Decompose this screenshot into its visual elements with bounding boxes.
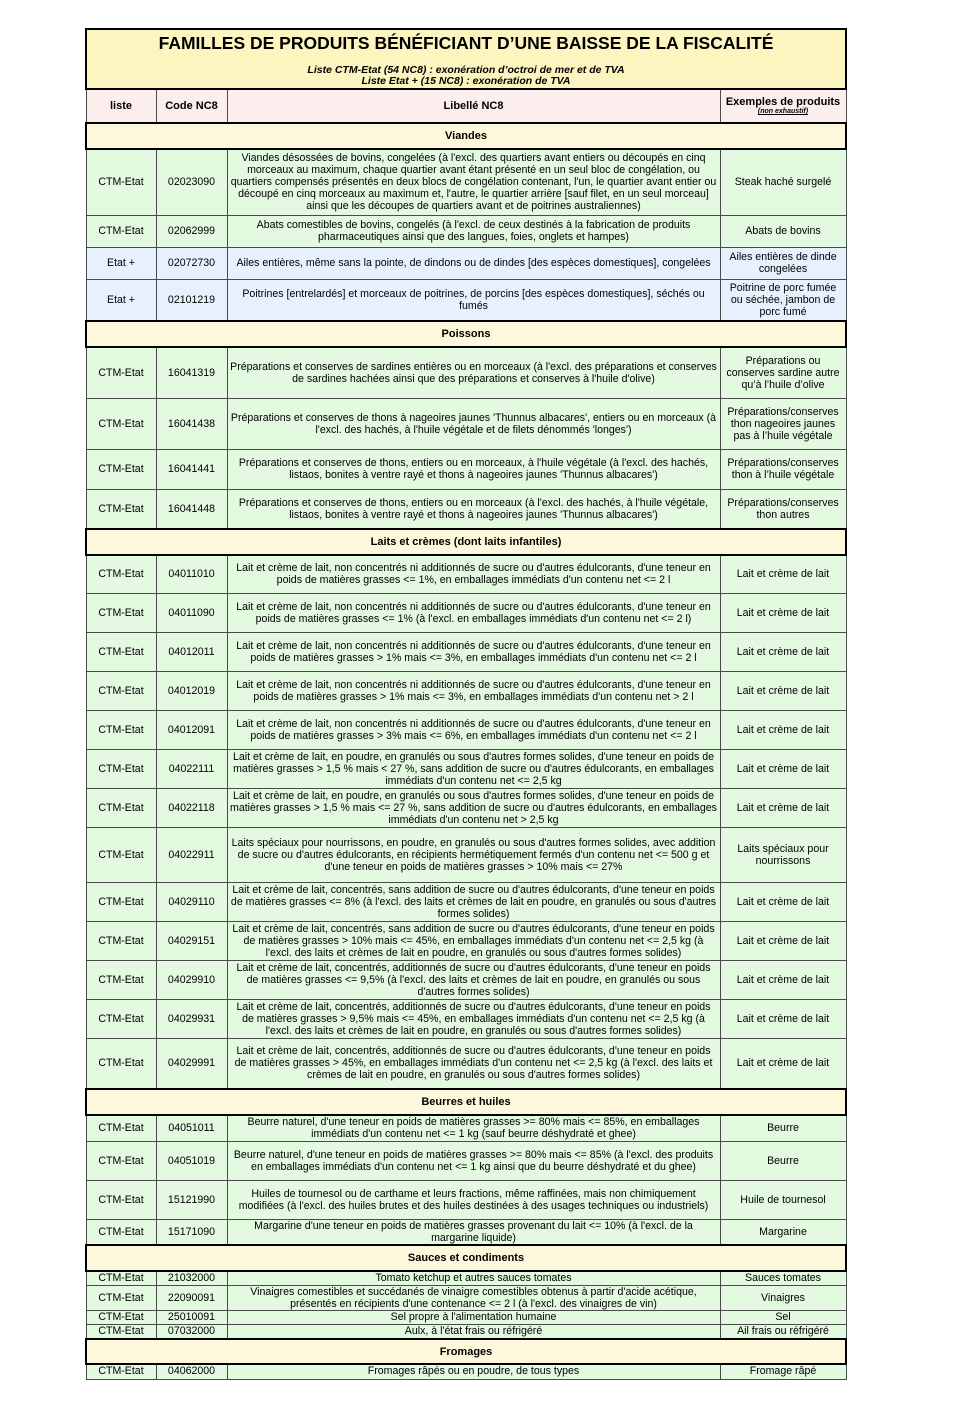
cell-code: 16041319 — [156, 347, 227, 398]
table-row — [86, 347, 846, 398]
cell-exemple: Lait et crème de lait — [720, 882, 846, 921]
header-exemples-label: Exemples de produits — [725, 96, 841, 108]
cell-libelle: Viandes désossées de bovins, congelées (à l'excl. des quartiers avant entiers ou découpés en cinq morceaux au maximum, chaque quartier avant étant présenté en un seul bloc de congélation, ou quartiers compensés présentés en deux blocs de congélation contenant, l'un, le quartier avant entier ou découpé en cinq morceaux au maximum et, l'autre, le quartier arrière [sauf filet, en un seul morceau] ainsi que les découpes de quartiers avant et de poitrines australiennes) — [227, 149, 720, 215]
cell-liste: CTM-Etat — [86, 921, 156, 960]
cell-libelle: Préparations et conserves de thons à nageoires jaunes 'Thunnus albacares', entiers ou en morceaux (à l'excl. des hachés, à l'huile végétale et de filets dénommés 'longes') — [227, 398, 720, 449]
product-table — [85, 28, 847, 1380]
cell-liste: CTM-Etat — [86, 710, 156, 749]
cell-exemple: Lait et crème de lait — [720, 555, 846, 593]
cell-exemple: Lait et crème de lait — [720, 1038, 846, 1089]
header-liste: liste — [86, 89, 156, 123]
table-row — [86, 999, 846, 1038]
cell-exemple: Lait et crème de lait — [720, 671, 846, 710]
table-row — [86, 960, 846, 999]
cell-exemple: Lait et crème de lait — [720, 788, 846, 827]
header-exemples-note: (non exhaustif) — [757, 108, 809, 115]
cell-libelle: Beurre naturel, d'une teneur en poids de matières grasses >= 80% mais <= 85%, en emballages immédiats d'un contenu net <= 1 kg (sauf beurre déshydraté et ghee) — [227, 1115, 720, 1141]
cell-code: 02072730 — [156, 247, 227, 279]
cell-liste: CTM-Etat — [86, 1285, 156, 1310]
cell-exemple: Margarine — [720, 1219, 846, 1245]
section-title: Fromages — [86, 1339, 846, 1364]
section-title: Poissons — [86, 321, 846, 347]
cell-exemple: Lait et crème de lait — [720, 999, 846, 1038]
cell-code: 04062000 — [156, 1364, 227, 1379]
cell-exemple: Préparations/conserves thon nageoires jaunes pas à l’huile végétale — [720, 398, 846, 449]
cell-libelle: Lait et crème de lait, concentrés, sans addition de sucre ou d'autres édulcorants, d'une teneur en poids de matières grasses > 10% mais <= 45%, en emballages immédiats d'un contenu net <= 2,5 kg (à l'excl. des laits et crèmes de lait en poudre, en granulés ou sous d'autres formes solides) — [227, 921, 720, 960]
cell-exemple: Lait et crème de lait — [720, 632, 846, 671]
cell-libelle: Lait et crème de lait, concentrés, additionnés de sucre ou d'autres édulcorants, d'une teneur en poids de matières grasses > 9,5% mais <= 45%, en emballages immédiats d'un contenu net <= 2,5 kg (à l'excl. des laits et crèmes de lait en poudre, en granulés ou sous d'autres formes solides) — [227, 999, 720, 1038]
table-row — [86, 489, 846, 529]
cell-liste: CTM-Etat — [86, 1141, 156, 1180]
cell-code: 02101219 — [156, 279, 227, 321]
cell-libelle: Tomato ketchup et autres sauces tomates — [227, 1271, 720, 1285]
cell-liste: CTM-Etat — [86, 215, 156, 247]
cell-code: 04022118 — [156, 788, 227, 827]
table-row — [86, 555, 846, 593]
table-row — [86, 215, 846, 247]
section-title: Beurres et huiles — [86, 1089, 846, 1115]
cell-libelle: Abats comestibles de bovins, congelés (à l'excl. de ceux destinés à la fabrication de produits pharmaceutiques ainsi que des langues, foies, onglets et hampes) — [227, 215, 720, 247]
cell-libelle: Préparations et conserves de thons, entiers ou en morceaux (à l'excl. des hachés, à l'huile végétale, listaos, bonites à ventre rayé et thons à nageoires jaunes 'Thunnus albacares') — [227, 489, 720, 529]
cell-liste: CTM-Etat — [86, 398, 156, 449]
cell-code: 04029931 — [156, 999, 227, 1038]
cell-code: 15121990 — [156, 1180, 227, 1219]
cell-liste: CTM-Etat — [86, 1180, 156, 1219]
cell-code: 04029151 — [156, 921, 227, 960]
cell-liste: CTM-Etat — [86, 882, 156, 921]
cell-liste: CTM-Etat — [86, 749, 156, 788]
section-title: Laits et crèmes (dont laits infantiles) — [86, 529, 846, 555]
table-row — [86, 149, 846, 215]
cell-liste: CTM-Etat — [86, 671, 156, 710]
section-row — [86, 123, 846, 149]
cell-libelle: Ailes entières, même sans la pointe, de dindons ou de dindes [des espèces domestiques], congelées — [227, 247, 720, 279]
cell-libelle: Lait et crème de lait, non concentrés ni additionnés de sucre ou d'autres édulcorants, d'une teneur en poids de matières grasses <= 1%, en emballages immédiats d'un contenu net <= 2 l — [227, 555, 720, 593]
table-row — [86, 1038, 846, 1089]
table-row — [86, 921, 846, 960]
cell-code: 04029991 — [156, 1038, 227, 1089]
table-row — [86, 1141, 846, 1180]
cell-exemple: Beurre — [720, 1141, 846, 1180]
cell-code: 04051011 — [156, 1115, 227, 1141]
cell-libelle: Lait et crème de lait, non concentrés ni additionnés de sucre ou d'autres édulcorants, d'une teneur en poids de matières grasses > 1% mais <= 3%, en emballages immédiats d'un contenu net > 2 l — [227, 671, 720, 710]
cell-libelle: Lait et crème de lait, en poudre, en granulés ou sous d'autres formes solides, d'une teneur en poids de matières grasses > 1,5 % mais <= 27 %, sans addition de sucre ou d'autres édulcorants, en emballages immédiats d'un contenu net > 2,5 kg — [227, 788, 720, 827]
table-row — [86, 749, 846, 788]
cell-code: 04011010 — [156, 555, 227, 593]
section-row — [86, 321, 846, 347]
cell-liste: CTM-Etat — [86, 489, 156, 529]
table-row — [86, 827, 846, 882]
cell-libelle: Sel propre à l'alimentation humaine — [227, 1310, 720, 1324]
cell-exemple: Lait et crème de lait — [720, 921, 846, 960]
cell-code: 04012091 — [156, 710, 227, 749]
cell-exemple: Vinaigres — [720, 1285, 846, 1310]
cell-exemple: Préparations ou conserves sardine autre qu’à l’huile d’olive — [720, 347, 846, 398]
cell-code: 04022911 — [156, 827, 227, 882]
section-row — [86, 529, 846, 555]
table-row — [86, 1285, 846, 1310]
cell-code: 04012019 — [156, 671, 227, 710]
cell-exemple: Beurre — [720, 1115, 846, 1141]
cell-code: 04022111 — [156, 749, 227, 788]
cell-exemple: Laits spéciaux pour nourrissons — [720, 827, 846, 882]
table-row — [86, 593, 846, 632]
cell-exemple: Lait et crème de lait — [720, 710, 846, 749]
cell-libelle: Aulx, à l'état frais ou réfrigéré — [227, 1324, 720, 1339]
cell-code: 15171090 — [156, 1219, 227, 1245]
table-row — [86, 671, 846, 710]
cell-libelle: Lait et crème de lait, concentrés, sans addition de sucre ou d'autres édulcorants, d'une teneur en poids de matières grasses <= 8% (à l'excl. des laits et crèmes de lait en poudre, en granulés ou sous d'autres formes solides) — [227, 882, 720, 921]
cell-code: 07032000 — [156, 1324, 227, 1339]
table-row — [86, 632, 846, 671]
cell-code: 16041438 — [156, 398, 227, 449]
cell-libelle: Préparations et conserves de sardines entières ou en morceaux (à l'excl. des préparations et conserves de sardines hachées ainsi que des préparations et conserves à l'huile d'olive) — [227, 347, 720, 398]
cell-liste: CTM-Etat — [86, 1038, 156, 1089]
document-sheet — [85, 28, 845, 1380]
table-row — [86, 1364, 846, 1379]
cell-liste: CTM-Etat — [86, 632, 156, 671]
cell-exemple: Sel — [720, 1310, 846, 1324]
cell-liste: CTM-Etat — [86, 149, 156, 215]
cell-liste: CTM-Etat — [86, 1310, 156, 1324]
table-row — [86, 1115, 846, 1141]
cell-exemple: Fromage râpé — [720, 1364, 846, 1379]
cell-libelle: Huiles de tournesol ou de carthame et leurs fractions, même raffinées, mais non chimiquement modifiées (à l'excl. des huiles brutes et des huiles destinées à des usages techniques ou industriels) — [227, 1180, 720, 1219]
cell-liste: CTM-Etat — [86, 347, 156, 398]
cell-liste: CTM-Etat — [86, 1364, 156, 1379]
cell-code: 16041441 — [156, 449, 227, 489]
cell-liste: CTM-Etat — [86, 555, 156, 593]
title-block — [86, 29, 846, 89]
cell-exemple: Ail frais ou réfrigéré — [720, 1324, 846, 1339]
cell-exemple: Huile de tournesol — [720, 1180, 846, 1219]
table-row — [86, 398, 846, 449]
cell-liste: CTM-Etat — [86, 827, 156, 882]
cell-liste: CTM-Etat — [86, 1115, 156, 1141]
subtitle-etat: Liste Etat + (15 NC8) : exonération de TVA — [361, 75, 571, 87]
section-title: Sauces et condiments — [86, 1245, 846, 1271]
table-row — [86, 882, 846, 921]
cell-liste: CTM-Etat — [86, 788, 156, 827]
table-row — [86, 1219, 846, 1245]
cell-libelle: Margarine d'une teneur en poids de matières grasses provenant du lait <= 10% (à l'excl. de la margarine liquide) — [227, 1219, 720, 1245]
header-code: Code NC8 — [156, 89, 227, 123]
cell-exemple: Lait et crème de lait — [720, 960, 846, 999]
cell-code: 16041448 — [156, 489, 227, 529]
section-row — [86, 1089, 846, 1115]
cell-exemple: Poitrine de porc fumée ou séchée, jambon de porc fumé — [720, 279, 846, 321]
cell-exemple: Sauces tomates — [720, 1271, 846, 1285]
table-body — [86, 123, 846, 1379]
cell-libelle: Laits spéciaux pour nourrissons, en poudre, en granulés ou sous d'autres formes solides, avec addition de sucre ou d'autres édulcorants, en récipients hermétiquement fermés d'un contenu net <= 500 g et d'une teneur en poids de matières grasses > 10% mais <= 27% — [227, 827, 720, 882]
cell-libelle: Fromages râpés ou en poudre, de tous types — [227, 1364, 720, 1379]
cell-liste: CTM-Etat — [86, 1271, 156, 1285]
cell-liste: Etat + — [86, 279, 156, 321]
cell-code: 04029110 — [156, 882, 227, 921]
cell-libelle: Beurre naturel, d'une teneur en poids de matières grasses >= 80% mais <= 85% (à l'excl. des produits en emballages immédiats d'un contenu net <= 1 kg ainsi que du beurre déshydraté et du ghee) — [227, 1141, 720, 1180]
page-title: FAMILLES DE PRODUITS BÉNÉFICIANT D’UNE BAISSE DE LA FISCALITÉ — [158, 33, 774, 53]
cell-libelle: Lait et crème de lait, non concentrés ni additionnés de sucre ou d'autres édulcorants, d'une teneur en poids de matières grasses <= 1% (à l'excl. en emballages immédiats d'un contenu net <= 2 l) — [227, 593, 720, 632]
cell-libelle: Lait et crème de lait, concentrés, additionnés de sucre ou d'autres édulcorants, d'une teneur en poids de matières grasses > 45%, en emballages immédiats d'un contenu net <= 2,5 kg (à l'excl. des laits et crèmes de lait en poudre, en granulés ou sous d'autres formes solides) — [227, 1038, 720, 1089]
cell-libelle: Poitrines [entrelardés] et morceaux de poitrines, de porcins [des espèces domestiques], séchés ou fumés — [227, 279, 720, 321]
subtitle-ctm: Liste CTM-Etat (54 NC8) : exonération d’octroi de mer et de TVA — [307, 64, 625, 76]
cell-exemple: Préparations/conserves thon autres — [720, 489, 846, 529]
header-exemples — [720, 89, 846, 123]
cell-liste: CTM-Etat — [86, 999, 156, 1038]
cell-code: 02062999 — [156, 215, 227, 247]
cell-libelle: Préparations et conserves de thons, entiers ou en morceaux, à l'huile végétale (à l'excl. des hachés, listaos, bonites à ventre rayé et thons à nageoires jaunes 'Thunnus albacares') — [227, 449, 720, 489]
cell-liste: CTM-Etat — [86, 449, 156, 489]
cell-code: 04029910 — [156, 960, 227, 999]
cell-code: 02023090 — [156, 149, 227, 215]
cell-liste: Etat + — [86, 247, 156, 279]
table-row — [86, 247, 846, 279]
cell-code: 04011090 — [156, 593, 227, 632]
table-row — [86, 449, 846, 489]
cell-exemple: Lait et crème de lait — [720, 593, 846, 632]
cell-code: 21032000 — [156, 1271, 227, 1285]
cell-libelle: Lait et crème de lait, non concentrés ni additionnés de sucre ou d'autres édulcorants, d'une teneur en poids de matières grasses > 3% mais <= 6%, en emballages immédiats d'un contenu net <= 2 l — [227, 710, 720, 749]
cell-exemple: Lait et crème de lait — [720, 749, 846, 788]
cell-liste: CTM-Etat — [86, 593, 156, 632]
cell-libelle: Vinaigres comestibles et succédanés de vinaigre comestibles obtenus à partir d'acide acétique, présentés en récipients d'une contenance <= 2 l (à l'excl. des vinaigres de vin) — [227, 1285, 720, 1310]
table-row — [86, 1180, 846, 1219]
cell-code: 04051019 — [156, 1141, 227, 1180]
cell-exemple: Abats de bovins — [720, 215, 846, 247]
cell-liste: CTM-Etat — [86, 960, 156, 999]
table-row — [86, 1310, 846, 1324]
cell-liste: CTM-Etat — [86, 1219, 156, 1245]
cell-exemple: Ailes entières de dinde congelées — [720, 247, 846, 279]
section-row — [86, 1339, 846, 1364]
cell-code: 22090091 — [156, 1285, 227, 1310]
table-row — [86, 788, 846, 827]
header-libelle: Libellé NC8 — [227, 89, 720, 123]
table-row — [86, 279, 846, 321]
table-row — [86, 1271, 846, 1285]
cell-libelle: Lait et crème de lait, concentrés, additionnés de sucre ou d'autres édulcorants, d'une teneur en poids de matières grasses <= 9,5% (à l'excl. des laits et crèmes de lait en poudre, en granulés ou sous d'autres formes solides) — [227, 960, 720, 999]
cell-exemple: Steak haché surgelé — [720, 149, 846, 215]
cell-libelle: Lait et crème de lait, en poudre, en granulés ou sous d'autres formes solides, d'une teneur en poids de matières grasses > 1,5 % mais < 27 %, sans addition de sucre ou d'autres édulcorants, en emballages immédiats d'un contenu net <= 2,5 kg — [227, 749, 720, 788]
cell-code: 25010091 — [156, 1310, 227, 1324]
table-row — [86, 1324, 846, 1339]
cell-liste: CTM-Etat — [86, 1324, 156, 1339]
section-title: Viandes — [86, 123, 846, 149]
cell-libelle: Lait et crème de lait, non concentrés ni additionnés de sucre ou d'autres édulcorants, d'une teneur en poids de matières grasses > 1% mais <= 3%, en emballages immédiats d'un contenu net <= 2 l — [227, 632, 720, 671]
table-row — [86, 710, 846, 749]
cell-code: 04012011 — [156, 632, 227, 671]
cell-exemple: Préparations/conserves thon à l’huile végétale — [720, 449, 846, 489]
section-row — [86, 1245, 846, 1271]
